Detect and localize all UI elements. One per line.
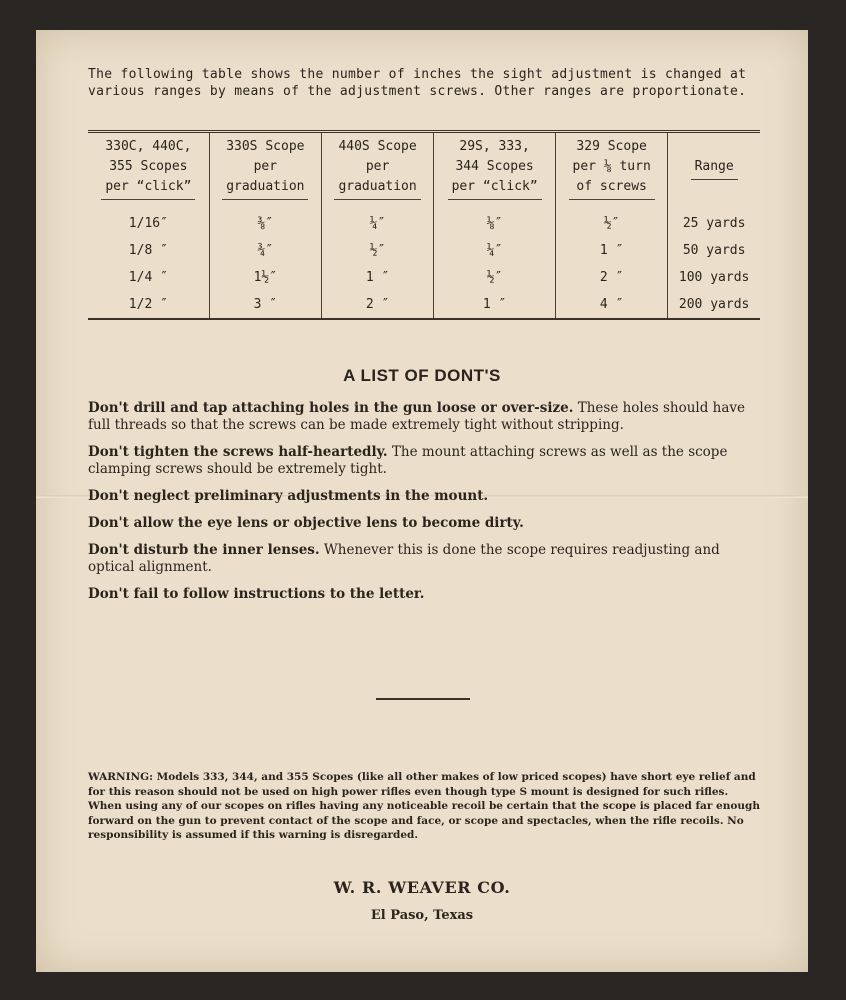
company-city: El Paso, Texas [370,908,474,923]
dont-text: The mount attaching screws as well as the scope clamping screws should be extremely tight. [88,444,728,477]
header-line: 355 Scopes [109,159,188,174]
table-row [88,206,760,237]
header-line: 440S Scope [338,139,417,154]
header-label [101,137,195,200]
dont-title: Don't neglect preliminary adjustments in the mount. [88,488,489,504]
table-header-cell [88,133,209,206]
header-label [691,157,738,180]
header-label [569,137,655,200]
header-label [334,137,420,200]
table-cell: ½″ [434,264,556,291]
table-header-cell [668,133,760,206]
warning-paragraph [88,770,760,843]
dont-item [88,515,760,532]
table-cell: 200 yards [678,297,750,312]
table-body [88,206,760,318]
table-cell: 1/8 ″ [88,237,209,264]
header-line: per [365,159,390,174]
document-page [36,30,808,972]
header-line: per [253,159,278,174]
table-cell: 1 ″ [556,237,668,264]
table-header-row [88,133,760,206]
dont-text: Whenever this is done the scope requires readjusting and optical alignment. [88,542,720,575]
table-cell: ¾″ [209,237,321,264]
divider-rule [376,698,470,700]
dont-title: Don't fail to follow instructions to the letter. [88,586,425,602]
dont-item [88,542,760,576]
dont-title: Don't drill and tap attaching holes in the gun loose or over-size. [88,400,574,416]
table-cell: 2 ″ [321,291,433,318]
warning-text: Models 333, 344, and 355 Scopes (like all other makes of low priced scopes) have short eye relief and for this reason should not be used on high power rifles even though type S mount is designed for such rifles. When using any of our scopes on rifles having any noticeable recoil be certain that the scope is placed far enough forward on the gun to prevent contact of the scope and face, or scope and spectacles, when the rifle recoils. No responsibility is assumed if this warning is disregarded. [88,771,760,841]
header-line: per “click” [451,179,538,194]
table-row [88,264,760,291]
header-line: per ⅛ turn [572,159,651,174]
donts-list [88,400,760,613]
table-cell: ⅜″ [209,206,321,237]
table-header-cell [321,133,433,206]
table-cell: 1½″ [209,264,321,291]
table-cell: ¼″ [434,237,556,264]
table-cell: ½″ [556,206,668,237]
header-line: graduation [226,179,305,194]
dont-item [88,400,760,434]
table-cell: 4 ″ [556,291,668,318]
header-line: Range [694,159,734,174]
table-cell: ⅛″ [434,206,556,237]
dont-title: Don't tighten the screws half-heartedly. [88,444,388,460]
intro-paragraph: The following table shows the number of inches the sight adjustment is changed at various ranges by means of the adjustment screws. Other ranges are proportionate. [88,67,747,99]
table-cell: 100 yards [678,270,750,285]
company-name: W. R. WEAVER CO. [333,878,511,897]
table-cell: 1/2 ″ [88,291,209,318]
header-line: 29S, 333, [459,139,530,154]
header-line: 344 Scopes [455,159,534,174]
table-cell: ½″ [321,237,433,264]
dont-item [88,488,760,505]
header-line: graduation [338,179,417,194]
dont-title: Don't disturb the inner lenses. [88,542,320,558]
dont-item [88,444,760,478]
table-cell: 2 ″ [556,264,668,291]
table-row [88,237,760,264]
dont-item [88,586,760,603]
header-label [222,137,308,200]
table-cell: 1/16″ [88,206,209,237]
table-cell: 1 ″ [321,264,433,291]
header-line: 329 Scope [576,139,647,154]
table-header-cell [434,133,556,206]
table-header-cell [209,133,321,206]
header-line: 330C, 440C, [105,139,192,154]
donts-heading: A LIST OF DONT'S [343,366,501,385]
table-row [88,291,760,318]
dont-title: Don't allow the eye lens or objective lens to become dirty. [88,515,524,531]
table-cell: 25 yards [682,216,746,231]
header-line: of screws [576,179,647,194]
dont-text: These holes should have full threads so that the screws can be made extremely tight without stripping. [88,400,746,433]
header-label [448,137,542,200]
table-cell: 1/4 ″ [88,264,209,291]
adjustment-table [88,130,760,320]
table-cell: 1 ″ [434,291,556,318]
table-cell: ¼″ [321,206,433,237]
table-cell: 3 ″ [209,291,321,318]
table-cell: 50 yards [682,243,746,258]
header-line: per “click” [105,179,192,194]
warning-label: WARNING: [88,771,153,783]
header-line: 330S Scope [226,139,305,154]
table-header-cell [556,133,668,206]
